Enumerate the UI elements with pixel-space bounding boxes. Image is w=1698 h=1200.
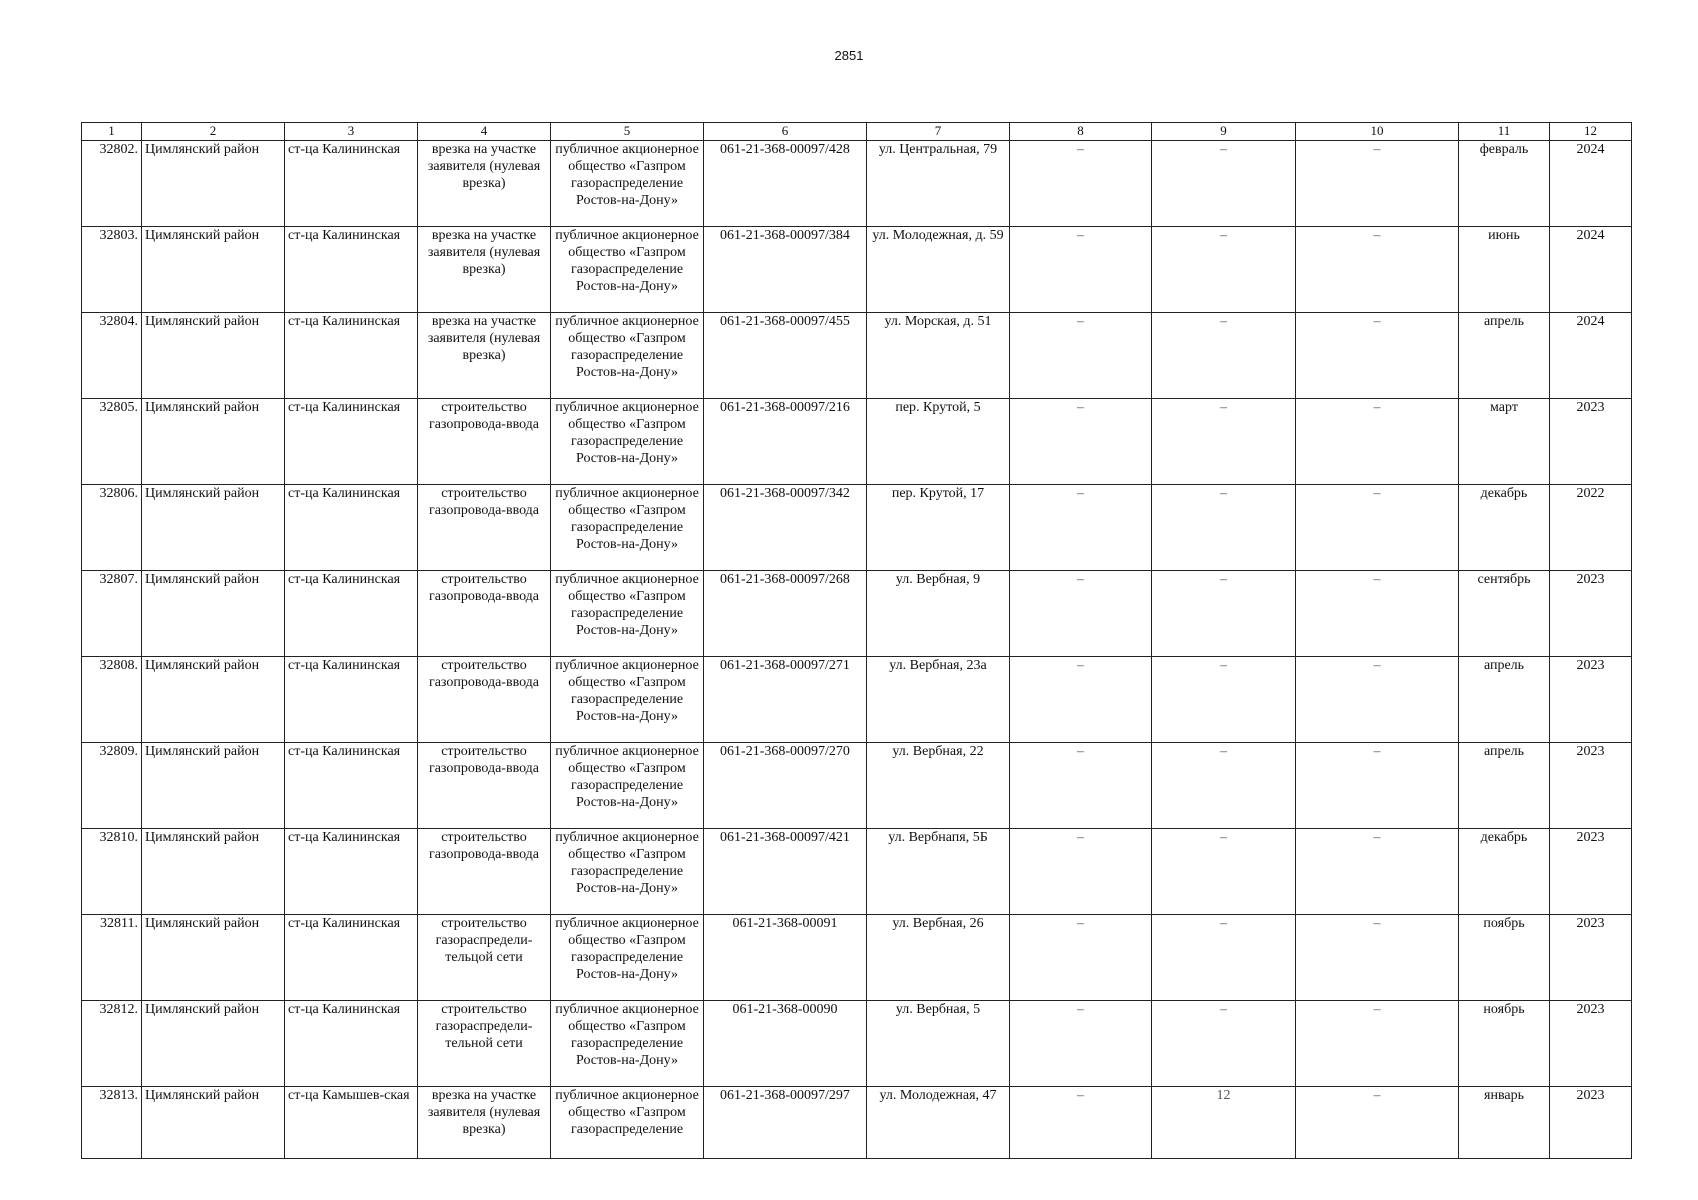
work-type-cell: строительство газопровода-ввода	[418, 829, 551, 915]
locality-cell: ст-ца Калининская	[285, 141, 418, 227]
gas-connection-table	[81, 122, 1632, 1159]
month-cell: апрель	[1459, 743, 1550, 829]
table-row	[82, 657, 1632, 743]
column-header: 6	[704, 123, 867, 141]
locality-cell: ст-ца Калининская	[285, 313, 418, 399]
locality-cell: ст-ца Калининская	[285, 1001, 418, 1087]
table-row	[82, 313, 1632, 399]
locality-cell: ст-ца Калининская	[285, 915, 418, 1001]
registry-code-cell: 061-21-368-00097/428	[704, 141, 867, 227]
district-cell: Цимлянский район	[142, 227, 285, 313]
organization-cell: публичное акционерное общество «Газпром газораспределение Ростов-на-Дону»	[551, 571, 704, 657]
locality-cell: ст-ца Калининская	[285, 399, 418, 485]
column-8-cell: –	[1010, 657, 1152, 743]
column-8-cell: –	[1010, 399, 1152, 485]
year-cell: 2023	[1550, 399, 1632, 485]
row-number: 32811.	[82, 915, 142, 1001]
month-cell: декабрь	[1459, 829, 1550, 915]
work-type-cell: врезка на участке заявителя (нулевая врезка)	[418, 1087, 551, 1159]
column-header: 7	[867, 123, 1010, 141]
column-8-cell: –	[1010, 915, 1152, 1001]
row-number: 32802.	[82, 141, 142, 227]
work-type-cell: врезка на участке заявителя (нулевая врезка)	[418, 227, 551, 313]
month-cell: сентябрь	[1459, 571, 1550, 657]
column-9-cell: –	[1152, 743, 1296, 829]
month-cell: февраль	[1459, 141, 1550, 227]
address-cell: ул. Вербная, 9	[867, 571, 1010, 657]
column-header: 11	[1459, 123, 1550, 141]
organization-cell: публичное акционерное общество «Газпром газораспределение Ростов-на-Дону»	[551, 915, 704, 1001]
row-number: 32807.	[82, 571, 142, 657]
column-9-cell: –	[1152, 227, 1296, 313]
table-row	[82, 829, 1632, 915]
month-cell: апрель	[1459, 313, 1550, 399]
column-10-cell: –	[1296, 1087, 1459, 1159]
table-row	[82, 399, 1632, 485]
column-8-cell: –	[1010, 571, 1152, 657]
column-8-cell: –	[1010, 485, 1152, 571]
address-cell: ул. Центральная, 79	[867, 141, 1010, 227]
year-cell: 2024	[1550, 227, 1632, 313]
year-cell: 2023	[1550, 571, 1632, 657]
organization-cell: публичное акционерное общество «Газпром газораспределение Ростов-на-Дону»	[551, 399, 704, 485]
year-cell: 2023	[1550, 1087, 1632, 1159]
district-cell: Цимлянский район	[142, 1001, 285, 1087]
address-cell: пер. Крутой, 5	[867, 399, 1010, 485]
column-9-cell: –	[1152, 571, 1296, 657]
column-header: 1	[82, 123, 142, 141]
column-header: 2	[142, 123, 285, 141]
column-9-cell: –	[1152, 915, 1296, 1001]
table-row	[82, 227, 1632, 313]
column-8-cell: –	[1010, 313, 1152, 399]
district-cell: Цимлянский район	[142, 399, 285, 485]
address-cell: ул. Молодежная, 47	[867, 1087, 1010, 1159]
column-8-cell: –	[1010, 227, 1152, 313]
month-cell: ноябрь	[1459, 1001, 1550, 1087]
year-cell: 2023	[1550, 743, 1632, 829]
year-cell: 2024	[1550, 313, 1632, 399]
column-header: 5	[551, 123, 704, 141]
locality-cell: ст-ца Камышев-ская	[285, 1087, 418, 1159]
locality-cell: ст-ца Калининская	[285, 743, 418, 829]
year-cell: 2023	[1550, 829, 1632, 915]
column-header: 3	[285, 123, 418, 141]
year-cell: 2023	[1550, 915, 1632, 1001]
district-cell: Цимлянский район	[142, 571, 285, 657]
year-cell: 2024	[1550, 141, 1632, 227]
column-10-cell: –	[1296, 743, 1459, 829]
table-row	[82, 571, 1632, 657]
locality-cell: ст-ца Калининская	[285, 829, 418, 915]
registry-code-cell: 061-21-368-00097/271	[704, 657, 867, 743]
address-cell: ул. Вербнапя, 5Б	[867, 829, 1010, 915]
row-number: 32813.	[82, 1087, 142, 1159]
district-cell: Цимлянский район	[142, 485, 285, 571]
organization-cell: публичное акционерное общество «Газпром газораспределение	[551, 1087, 704, 1159]
locality-cell: ст-ца Калининская	[285, 227, 418, 313]
month-cell: июнь	[1459, 227, 1550, 313]
column-9-cell: –	[1152, 485, 1296, 571]
column-9-cell: –	[1152, 313, 1296, 399]
work-type-cell: врезка на участке заявителя (нулевая врезка)	[418, 141, 551, 227]
column-10-cell: –	[1296, 657, 1459, 743]
page-number: 2851	[834, 48, 864, 63]
registry-code-cell: 061-21-368-00090	[704, 1001, 867, 1087]
column-header: 4	[418, 123, 551, 141]
column-8-cell: –	[1010, 1001, 1152, 1087]
district-cell: Цимлянский район	[142, 915, 285, 1001]
address-cell: ул. Молодежная, д. 59	[867, 227, 1010, 313]
work-type-cell: строительство газопровода-ввода	[418, 485, 551, 571]
row-number: 32809.	[82, 743, 142, 829]
column-8-cell: –	[1010, 1087, 1152, 1159]
row-number: 32803.	[82, 227, 142, 313]
work-type-cell: строительство газораспредели-тельцой сети	[418, 915, 551, 1001]
row-number: 32810.	[82, 829, 142, 915]
column-9-cell: –	[1152, 399, 1296, 485]
column-header: 8	[1010, 123, 1152, 141]
table-row	[82, 1087, 1632, 1159]
organization-cell: публичное акционерное общество «Газпром газораспределение Ростов-на-Дону»	[551, 743, 704, 829]
work-type-cell: врезка на участке заявителя (нулевая врезка)	[418, 313, 551, 399]
column-9-cell: –	[1152, 829, 1296, 915]
year-cell: 2023	[1550, 1001, 1632, 1087]
column-10-cell: –	[1296, 829, 1459, 915]
registry-code-cell: 061-21-368-00097/297	[704, 1087, 867, 1159]
district-cell: Цимлянский район	[142, 1087, 285, 1159]
column-9-cell: 12	[1152, 1087, 1296, 1159]
organization-cell: публичное акционерное общество «Газпром газораспределение Ростов-на-Дону»	[551, 1001, 704, 1087]
locality-cell: ст-ца Калининская	[285, 571, 418, 657]
year-cell: 2022	[1550, 485, 1632, 571]
column-8-cell: –	[1010, 829, 1152, 915]
address-cell: ул. Вербная, 26	[867, 915, 1010, 1001]
registry-code-cell: 061-21-368-00091	[704, 915, 867, 1001]
locality-cell: ст-ца Калининская	[285, 485, 418, 571]
address-cell: пер. Крутой, 17	[867, 485, 1010, 571]
work-type-cell: строительство газопровода-ввода	[418, 657, 551, 743]
column-header: 12	[1550, 123, 1632, 141]
table-body	[82, 141, 1632, 1159]
row-number: 32805.	[82, 399, 142, 485]
district-cell: Цимлянский район	[142, 657, 285, 743]
district-cell: Цимлянский район	[142, 141, 285, 227]
organization-cell: публичное акционерное общество «Газпром газораспределение Ростов-на-Дону»	[551, 485, 704, 571]
work-type-cell: строительство газопровода-ввода	[418, 399, 551, 485]
month-cell: апрель	[1459, 657, 1550, 743]
registry-code-cell: 061-21-368-00097/270	[704, 743, 867, 829]
registry-code-cell: 061-21-368-00097/216	[704, 399, 867, 485]
column-10-cell: –	[1296, 227, 1459, 313]
organization-cell: публичное акционерное общество «Газпром газораспределение Ростов-на-Дону»	[551, 141, 704, 227]
organization-cell: публичное акционерное общество «Газпром газораспределение Ростов-на-Дону»	[551, 829, 704, 915]
month-cell: январь	[1459, 1087, 1550, 1159]
column-10-cell: –	[1296, 399, 1459, 485]
district-cell: Цимлянский район	[142, 743, 285, 829]
district-cell: Цимлянский район	[142, 829, 285, 915]
address-cell: ул. Морская, д. 51	[867, 313, 1010, 399]
row-number: 32804.	[82, 313, 142, 399]
registry-code-cell: 061-21-368-00097/384	[704, 227, 867, 313]
month-cell: декабрь	[1459, 485, 1550, 571]
registry-code-cell: 061-21-368-00097/342	[704, 485, 867, 571]
organization-cell: публичное акционерное общество «Газпром газораспределение Ростов-на-Дону»	[551, 313, 704, 399]
address-cell: ул. Вербная, 22	[867, 743, 1010, 829]
column-9-cell: –	[1152, 1001, 1296, 1087]
work-type-cell: строительство газопровода-ввода	[418, 571, 551, 657]
year-cell: 2023	[1550, 657, 1632, 743]
organization-cell: публичное акционерное общество «Газпром газораспределение Ростов-на-Дону»	[551, 227, 704, 313]
address-cell: ул. Вербная, 5	[867, 1001, 1010, 1087]
column-10-cell: –	[1296, 313, 1459, 399]
column-number-row	[82, 123, 1632, 141]
column-10-cell: –	[1296, 141, 1459, 227]
table-row	[82, 743, 1632, 829]
work-type-cell: строительство газораспредели-тельной сети	[418, 1001, 551, 1087]
column-10-cell: –	[1296, 571, 1459, 657]
column-10-cell: –	[1296, 485, 1459, 571]
work-type-cell: строительство газопровода-ввода	[418, 743, 551, 829]
locality-cell: ст-ца Калининская	[285, 657, 418, 743]
column-header: 9	[1152, 123, 1296, 141]
table-row	[82, 1001, 1632, 1087]
table-row	[82, 915, 1632, 1001]
month-cell: поябрь	[1459, 915, 1550, 1001]
registry-code-cell: 061-21-368-00097/268	[704, 571, 867, 657]
column-10-cell: –	[1296, 1001, 1459, 1087]
column-header: 10	[1296, 123, 1459, 141]
registry-code-cell: 061-21-368-00097/421	[704, 829, 867, 915]
column-9-cell: –	[1152, 141, 1296, 227]
table-row	[82, 485, 1632, 571]
row-number: 32808.	[82, 657, 142, 743]
registry-code-cell: 061-21-368-00097/455	[704, 313, 867, 399]
table-row	[82, 141, 1632, 227]
district-cell: Цимлянский район	[142, 313, 285, 399]
address-cell: ул. Вербная, 23а	[867, 657, 1010, 743]
column-9-cell: –	[1152, 657, 1296, 743]
row-number: 32812.	[82, 1001, 142, 1087]
column-8-cell: –	[1010, 141, 1152, 227]
column-8-cell: –	[1010, 743, 1152, 829]
row-number: 32806.	[82, 485, 142, 571]
column-10-cell: –	[1296, 915, 1459, 1001]
month-cell: март	[1459, 399, 1550, 485]
organization-cell: публичное акционерное общество «Газпром газораспределение Ростов-на-Дону»	[551, 657, 704, 743]
